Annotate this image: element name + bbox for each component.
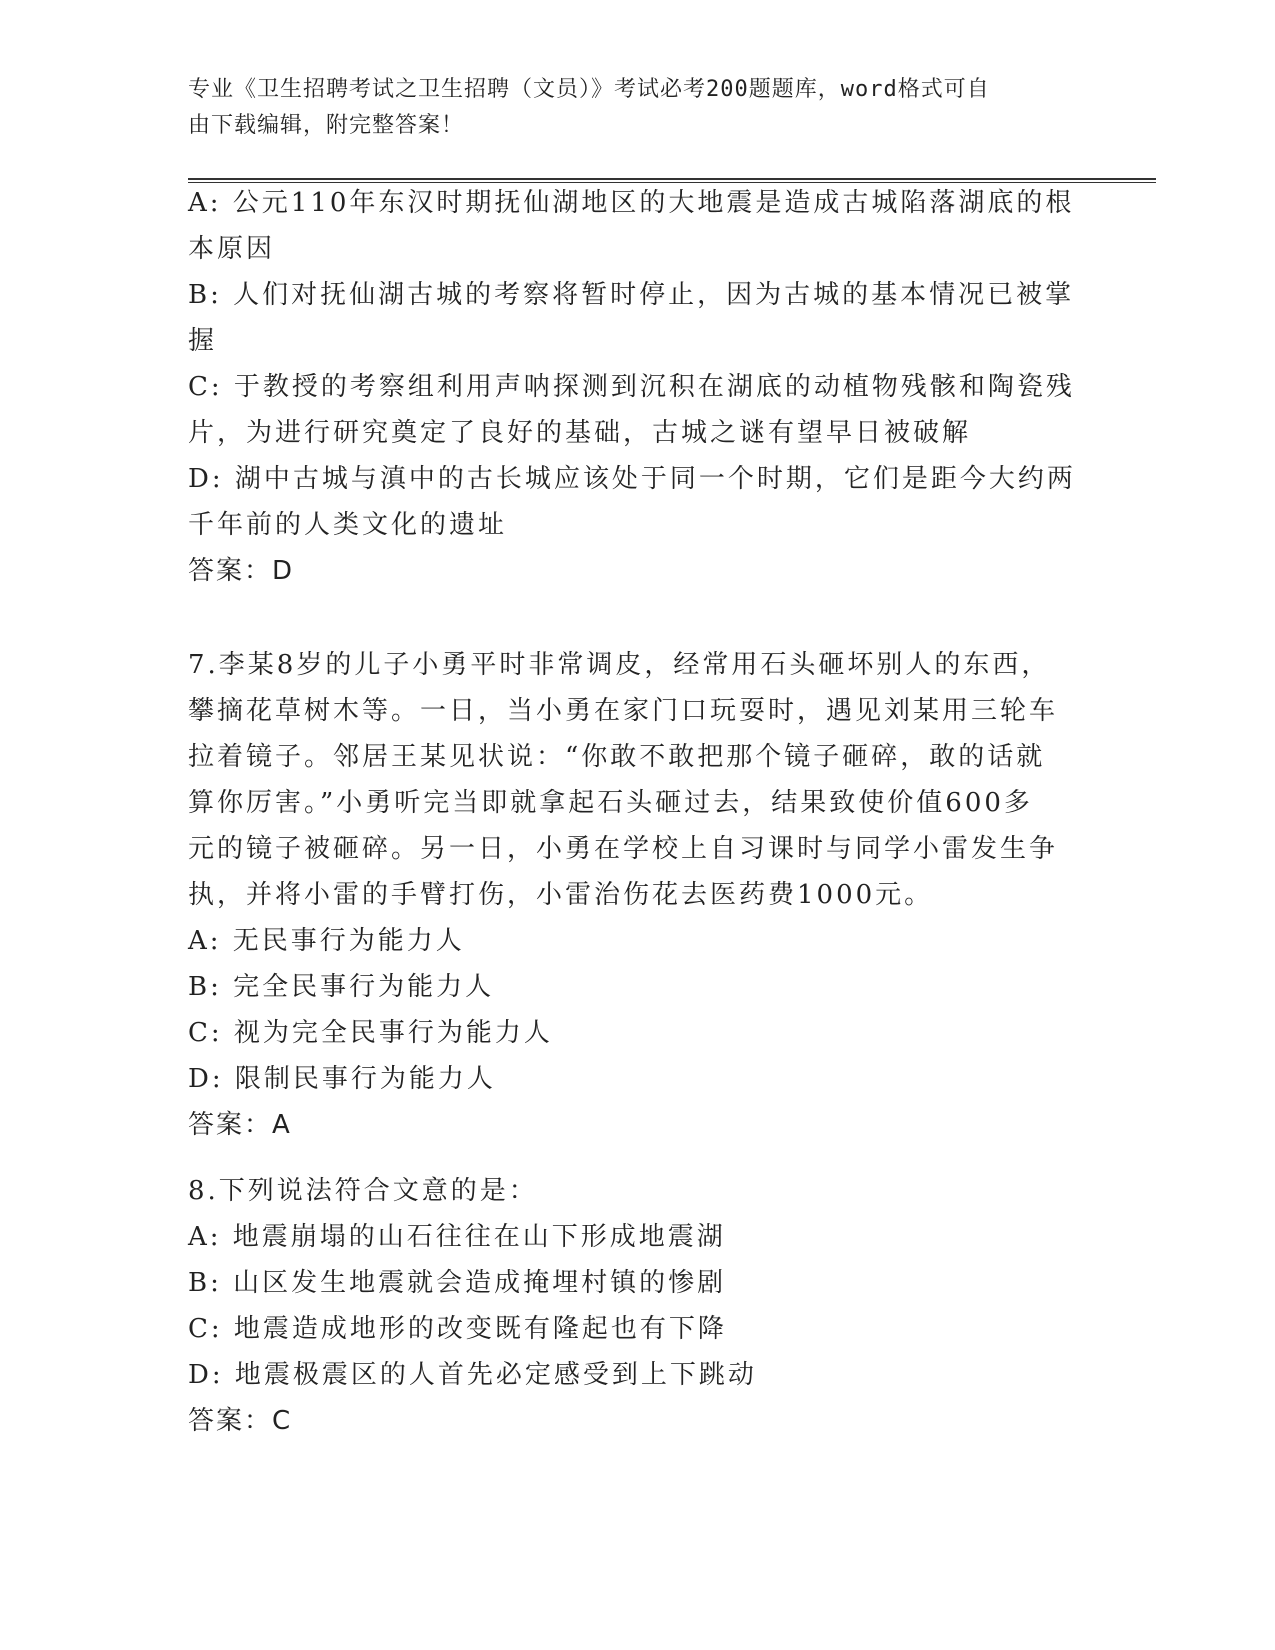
question-7-stem-1: 7.李某8岁的儿子小勇平时非常调皮，经常用石头砸坏别人的东西，	[188, 650, 1051, 680]
page-header	[188, 72, 1068, 144]
option-b: B: 山区发生地震就会造成掩埋村镇的惨剧	[188, 1268, 727, 1298]
option-d: D: 地震极震区的人首先必定感受到上下跳动	[188, 1360, 757, 1390]
question-7-stem-5: 元的镜子被砸碎。另一日，小勇在学校上自习课时与同学小雷发生争	[188, 834, 1059, 864]
option-a-line-2: 本原因	[188, 234, 276, 264]
option-c: C: 视为完全民事行为能力人	[188, 1018, 553, 1048]
option-b: B: 完全民事行为能力人	[188, 972, 495, 1002]
question-8	[188, 1168, 1088, 1444]
answer-7: 答案：A	[188, 1110, 292, 1140]
option-c-line-2: 片，为进行研究奠定了良好的基础，古城之谜有望早日被破解	[188, 418, 972, 448]
answer-6: 答案：D	[188, 556, 295, 586]
option-d-line-1: D: 湖中古城与滇中的古长城应该处于同一个时期，它们是距今大约两	[188, 464, 1076, 494]
option-b-line-2: 握	[188, 326, 218, 356]
question-6-options	[188, 180, 1088, 594]
option-d: D: 限制民事行为能力人	[188, 1064, 496, 1094]
option-c-line-1: C: 于教授的考察组利用声呐探测到沉积在湖底的动植物残骸和陶瓷残	[188, 372, 1075, 402]
question-7-stem-6: 执，并将小雷的手臂打伤，小雷治伤花去医药费1000元。	[188, 880, 934, 910]
question-7-stem-3: 拉着镜子。邻居王某见状说：“你敢不敢把那个镜子砸碎，敢的话就	[188, 742, 1046, 772]
option-b-line-1: B: 人们对抚仙湖古城的考察将暂时停止，因为古城的基本情况已被掌	[188, 280, 1075, 310]
answer-8: 答案：C	[188, 1406, 293, 1436]
question-8-stem: 8.下列说法符合文意的是：	[188, 1176, 538, 1206]
header-line-2: 由下载编辑，附完整答案！	[188, 113, 465, 138]
option-a: A: 地震崩塌的山石往往在山下形成地震湖	[188, 1222, 726, 1252]
option-a: A: 无民事行为能力人	[188, 926, 465, 956]
header-line-1: 专业《卫生招聘考试之卫生招聘（文员）》考试必考200题题库，word格式可自	[188, 77, 990, 102]
option-a-line-1: A: 公元110年东汉时期抚仙湖地区的大地震是造成古城陷落湖底的根	[188, 188, 1075, 218]
question-7-stem-2: 攀摘花草树木等。一日，当小勇在家门口玩耍时，遇见刘某用三轮车	[188, 696, 1059, 726]
question-7-stem-4: 算你厉害。”小勇听完当即就拿起石头砸过去，结果致使价值600多	[188, 788, 1033, 818]
question-7	[188, 642, 1088, 1148]
option-c: C: 地震造成地形的改变既有隆起也有下降	[188, 1314, 727, 1344]
option-d-line-2: 千年前的人类文化的遗址	[188, 510, 508, 540]
